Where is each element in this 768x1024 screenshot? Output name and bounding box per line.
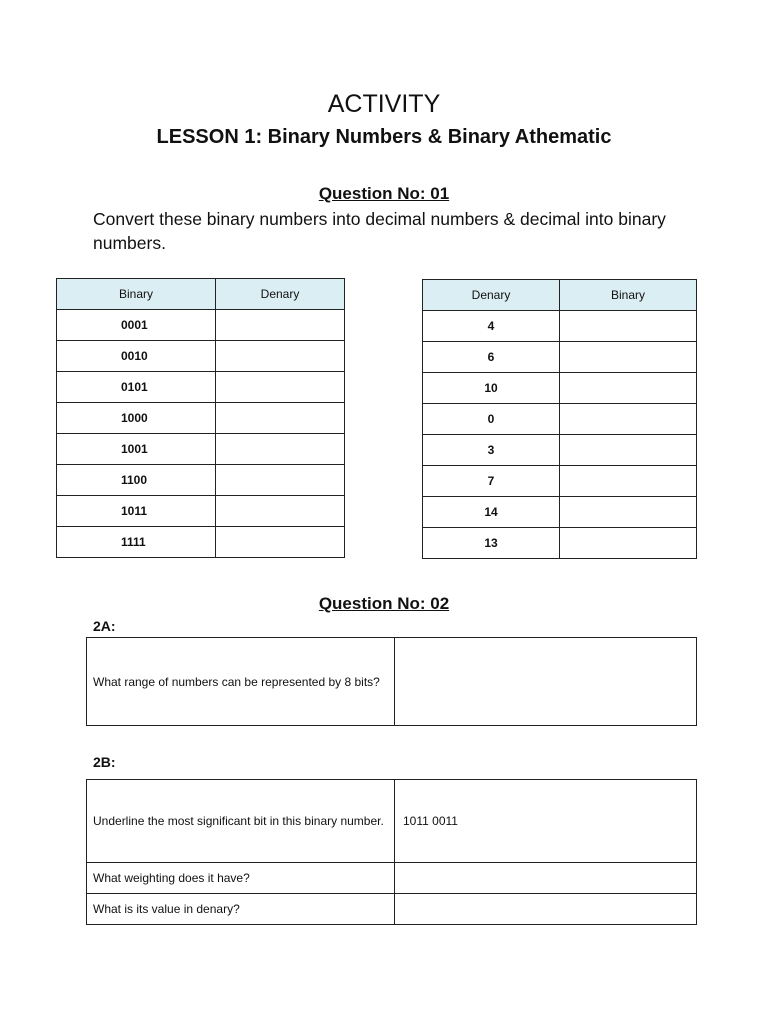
binary-number-value: 1011 0011 [395,780,697,863]
answer-cell[interactable] [560,466,697,497]
binary-value: 1011 [57,496,216,527]
binary-to-denary-table [56,278,345,558]
column-header-denary: Denary [423,280,560,311]
answer-cell[interactable] [216,310,345,341]
binary-value: 1001 [57,434,216,465]
binary-value: 1111 [57,527,216,558]
question-2b-table [86,779,697,925]
answer-cell[interactable] [560,435,697,466]
answer-cell[interactable] [216,496,345,527]
answer-cell[interactable] [560,404,697,435]
answer-cell[interactable] [216,465,345,496]
denary-to-binary-table [422,279,697,559]
denary-value: 4 [423,311,560,342]
binary-value: 0010 [57,341,216,372]
answer-cell[interactable] [560,342,697,373]
part-2a-label: 2A: [93,618,116,634]
answer-cell[interactable] [216,341,345,372]
denary-value: 10 [423,373,560,404]
question-2b-text: What is its value in denary? [87,894,395,925]
question-1-heading: Question No: 01 [318,184,450,203]
question-1-instruction: Convert these binary numbers into decimal numbers & decimal into binary numbers. [93,209,666,253]
question-2a-text: What range of numbers can be represented by 8 bits? [87,638,395,726]
binary-value: 1000 [57,403,216,434]
answer-cell[interactable] [560,528,697,559]
question-2b-text: What weighting does it have? [87,863,395,894]
denary-value: 0 [423,404,560,435]
answer-cell[interactable] [395,638,697,726]
page-title: ACTIVITY [327,90,441,118]
binary-value: 0001 [57,310,216,341]
question-2-heading: Question No: 02 [318,594,450,613]
denary-value: 14 [423,497,560,528]
answer-cell[interactable] [216,434,345,465]
answer-cell[interactable] [395,863,697,894]
answer-cell[interactable] [560,497,697,528]
denary-value: 7 [423,466,560,497]
part-2b-label: 2B: [93,754,116,770]
answer-cell[interactable] [395,894,697,925]
column-header-binary: Binary [57,279,216,310]
question-2b-text: Underline the most significant bit in this binary number. [87,780,395,863]
answer-cell[interactable] [560,373,697,404]
binary-value: 1100 [57,465,216,496]
answer-cell[interactable] [560,311,697,342]
binary-value: 0101 [57,372,216,403]
denary-value: 3 [423,435,560,466]
answer-cell[interactable] [216,372,345,403]
denary-value: 6 [423,342,560,373]
question-2a-table [86,637,697,726]
lesson-subtitle: LESSON 1: Binary Numbers & Binary Athematic [156,126,612,148]
column-header-denary: Denary [216,279,345,310]
denary-value: 13 [423,528,560,559]
answer-cell[interactable] [216,403,345,434]
column-header-binary: Binary [560,280,697,311]
answer-cell[interactable] [216,527,345,558]
